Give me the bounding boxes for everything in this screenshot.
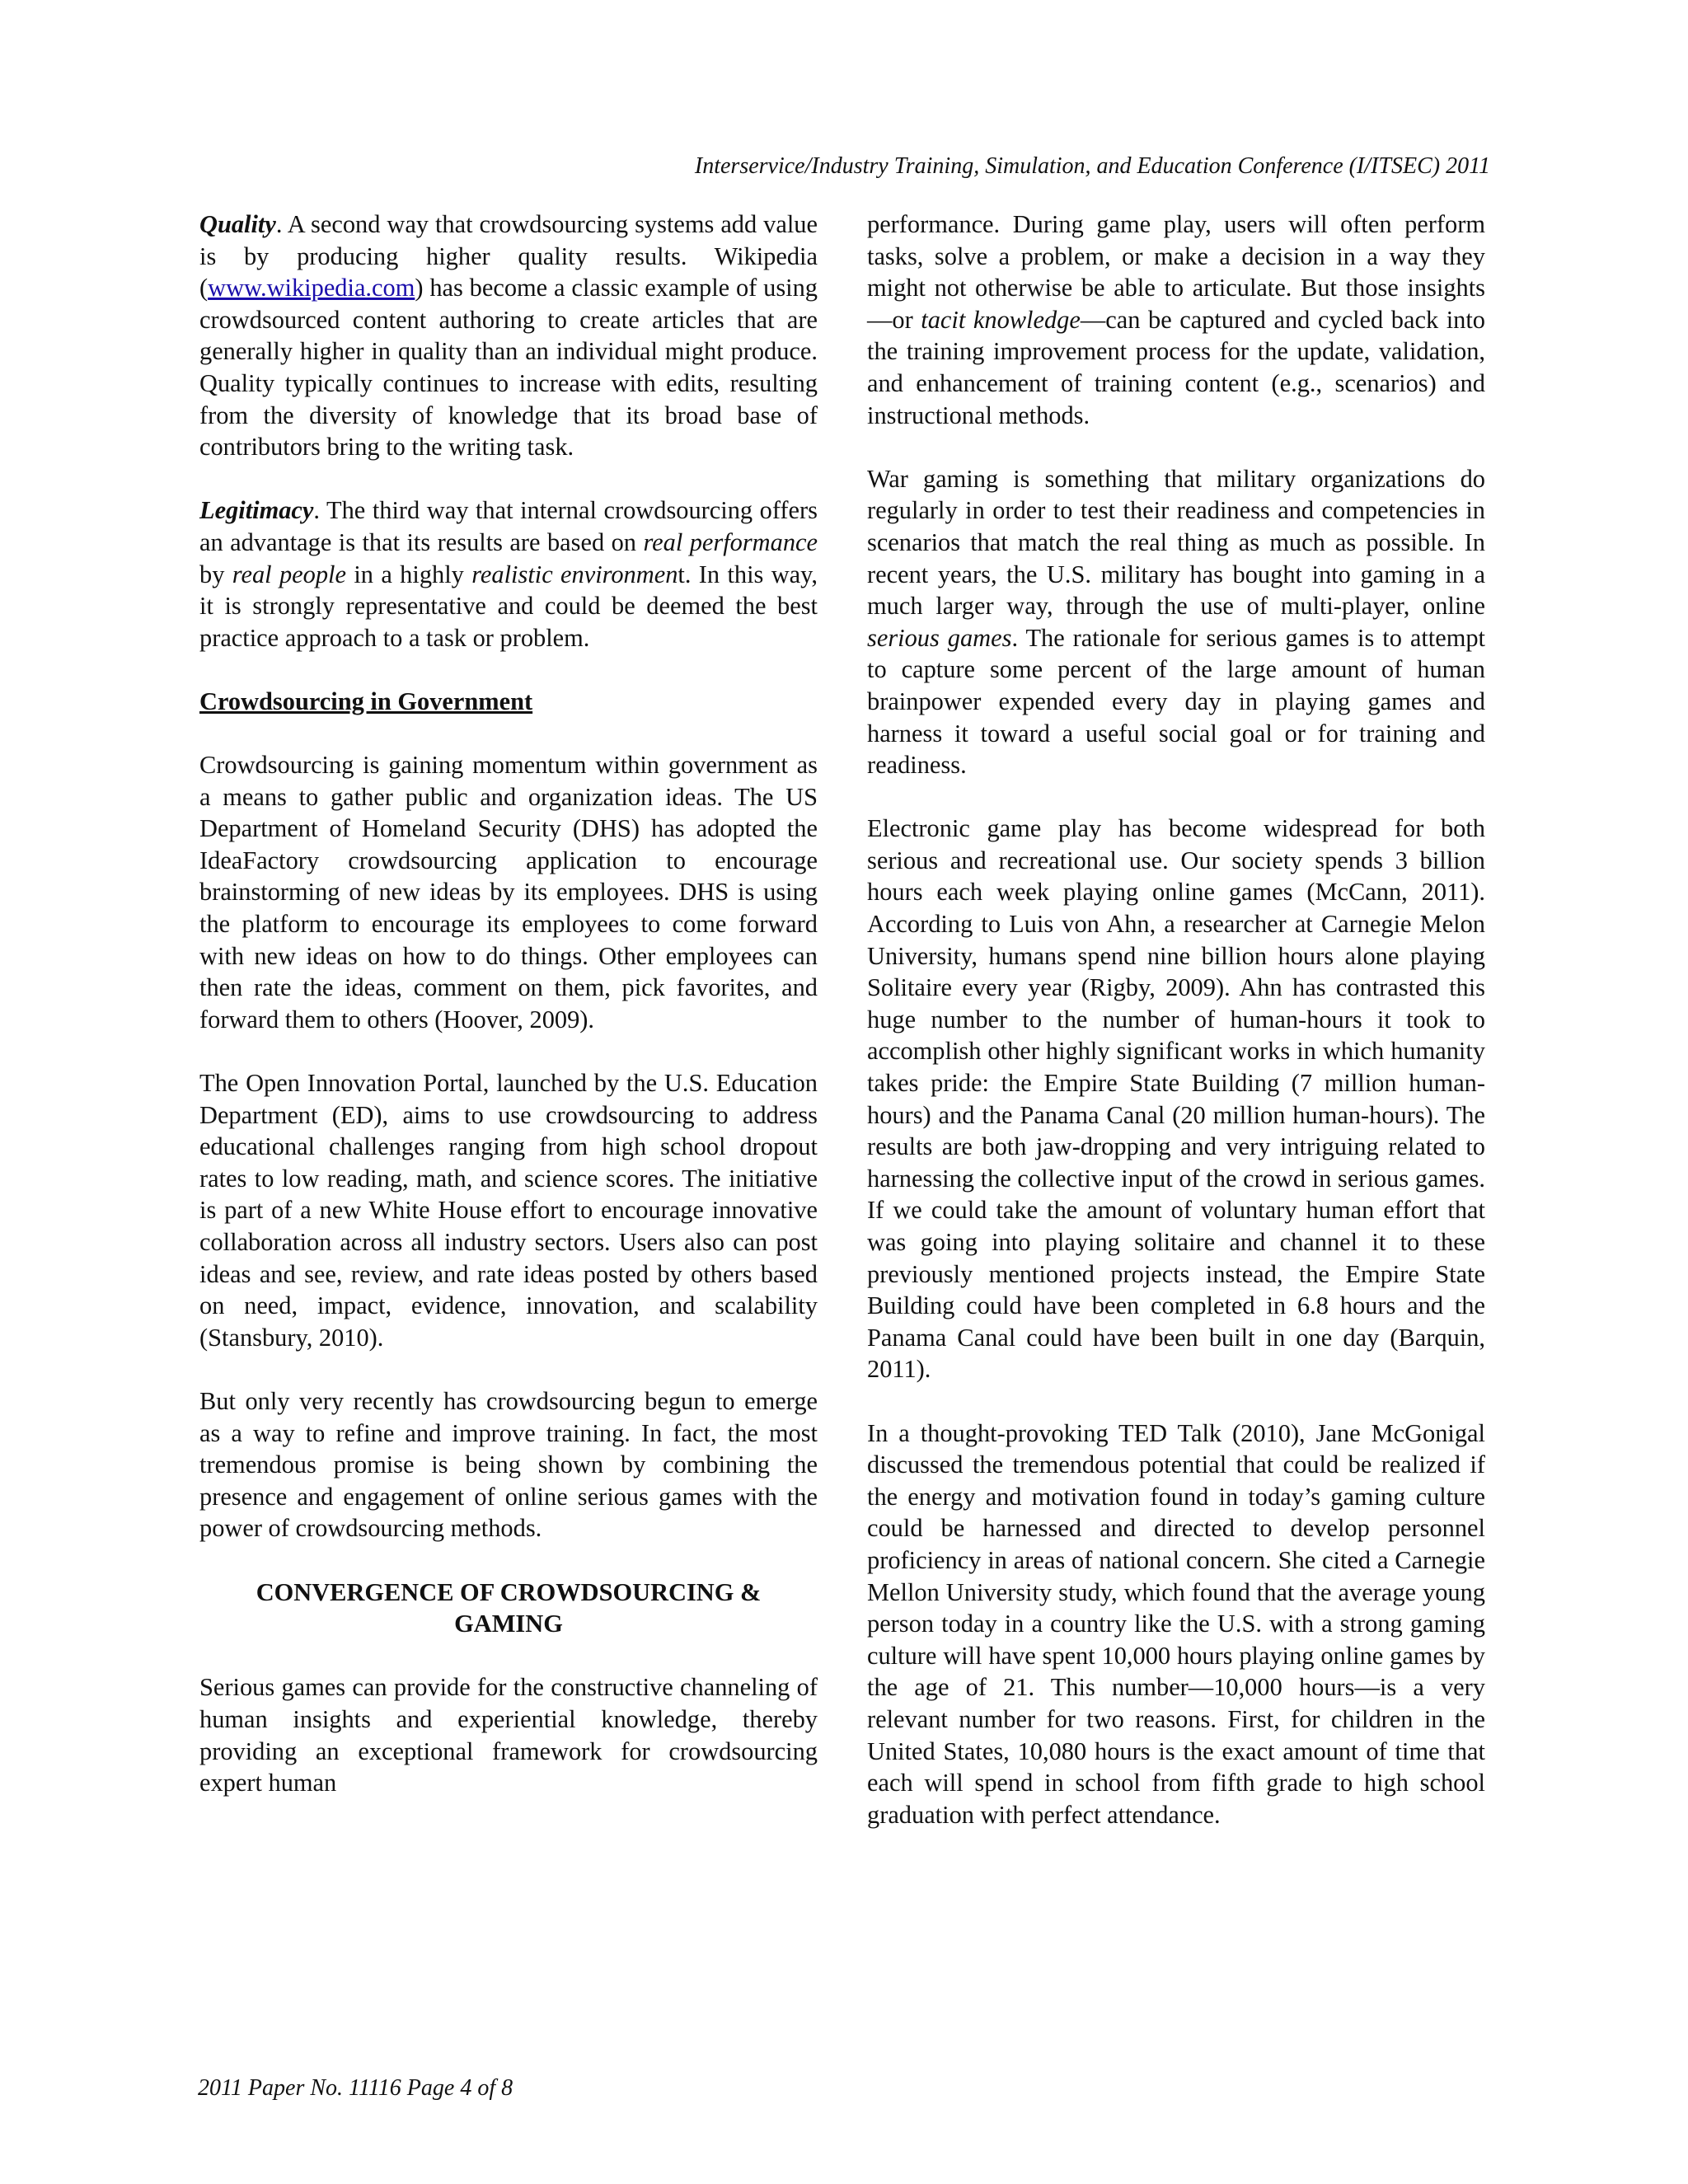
wikipedia-link[interactable]: www.wikipedia.com (208, 274, 415, 302)
paragraph-legitimacy: Legitimacy. The third way that internal crowdsourcing offers an advantage is that its results are based on real performance by real people in a highly realistic environment. In this way, it is strongly representative and could be deemed the best practice approach to a task or problem. (199, 496, 818, 652)
paragraph-war-gaming: War gaming is something that military organizations do regularly in order to test their readiness and competencies in scenarios that match the real thing as much as possible. In recent years, the U.S. military has bought into gaming in a much larger way, through the use of multi-player, online serious games. The rationale for serious games is to attempt to capture some percent of the large amount of human brainpower expended every day in playing games and harness it toward a useful social goal or for training and readiness. (867, 464, 1486, 780)
paragraph-performance: performance. During game play, users will often perform tasks, solve a problem, or make a decision in a way they might not otherwise be able to articulate. But those insights—or tacit knowledge—can be captured and cycled back into the training improvement process for the update, validation, and enhancement of training content (e.g., scenarios) and instructional methods. (867, 210, 1486, 429)
paragraph-electronic-game-play: Electronic game play has become widespread for both serious and recreational use. Our society spends 3 billion hours each week playing online games (McCann, 2011). According to Luis von Ahn, a researcher at Carnegie Melon University, humans spend nine billion hours alone playing Solitaire every year (Rigby, 2009). Ahn has contrasted this huge number to the number of human-hours it took to accomplish other highly significant works in which humanity takes pride: the Empire State Building (7 million human-hours) and the Panama Canal (20 million human-hours). The results are both jaw-dropping and very intriguing related to harnessing the collective input of the crowd in serious games. If we could take the amount of voluntary human effort that was going into playing solitaire and channel it to these previously mentioned projects instead, the Empire State Building could have been completed in 6.8 hours and the Panama Canal could have been built in one day (Barquin, 2011). (867, 814, 1485, 1384)
section-heading-convergence: CONVERGENCE OF CROWDSOURCING & GAMING (256, 1577, 762, 1638)
subheading-crowdsourcing-government: Crowdsourcing in Government (199, 687, 533, 715)
paragraph-dhs: Crowdsourcing is gaining momentum within government as a means to gather public and organization ideas. The US Department of Homeland Security (DHS) has adopted the IdeaFactory crowdsourcing application to encourage brainstorming of new ideas by its employees. DHS is using the platform to encourage its employees to come forward with new ideas on how to do things. Other employees can then rate the ideas, comment on them, pick favorites, and forward them to others (Hoover, 2009). (199, 751, 818, 1033)
term-quality: Quality (199, 210, 276, 238)
term-legitimacy: Legitimacy (199, 496, 314, 525)
paragraph-training: But only very recently has crowdsourcing begun to emerge as a way to refine and improve training. In fact, the most tremendous promise is being shown by combining the presence and engagement of online serious games with the power of crowdsourcing methods. (199, 1386, 818, 1543)
paragraph-open-innovation: The Open Innovation Portal, launched by the U.S. Education Department (ED), aims to use crowdsourcing to address educational challenges ranging from high school dropout rates to low reading, math, and science scores. The initiative is part of a new White House effort to encourage innovative collaboration across all industry sectors. Users also can post ideas and see, review, and rate ideas posted by others based on need, impact, evidence, innovation, and scalability (Stansbury, 2010). (199, 1069, 818, 1352)
left-column (199, 209, 818, 1799)
paragraph-ted-talk: In a thought-provoking TED Talk (2010), Jane McGonigal discussed the tremendous potential that could be realized if the energy and motivation found in today’s gaming culture could be harnessed and directed to develop personnel proficiency in areas of national concern. She cited a Carnegie Mellon University study, which found that the average young person today in a country like the U.S. with a strong gaming culture will have spent 10,000 hours playing online games by the age of 21. This number—10,000 hours—is a very relevant number for two reasons. First, for children in the United States, 10,080 hours is the exact amount of time that each will spend in school from fifth grade to high school graduation with perfect attendance. (867, 1418, 1485, 1829)
page-footer: 2011 Paper No. 11116 Page 4 of 8 (198, 2075, 513, 2101)
paragraph-quality: Quality. A second way that crowdsourcing systems add value is by producing higher quality results. Wikipedia (www.wikipedia.com) has become a classic example of using crowdsourced content authoring to create articles that are generally higher in quality than an individual might produce. Quality typically continues to increase with edits, resulting from the diversity of knowledge that its broad base of contributors bring to the writing task. (199, 210, 818, 462)
paragraph-serious-games: Serious games can provide for the constructive channeling of human insights and experiential knowledge, thereby providing an exceptional framework for crowdsourcing expert human (199, 1673, 818, 1797)
right-column (867, 209, 1485, 1830)
running-header: Interservice/Industry Training, Simulation, and Education Conference (I/ITSEC) 2011 (694, 153, 1490, 179)
